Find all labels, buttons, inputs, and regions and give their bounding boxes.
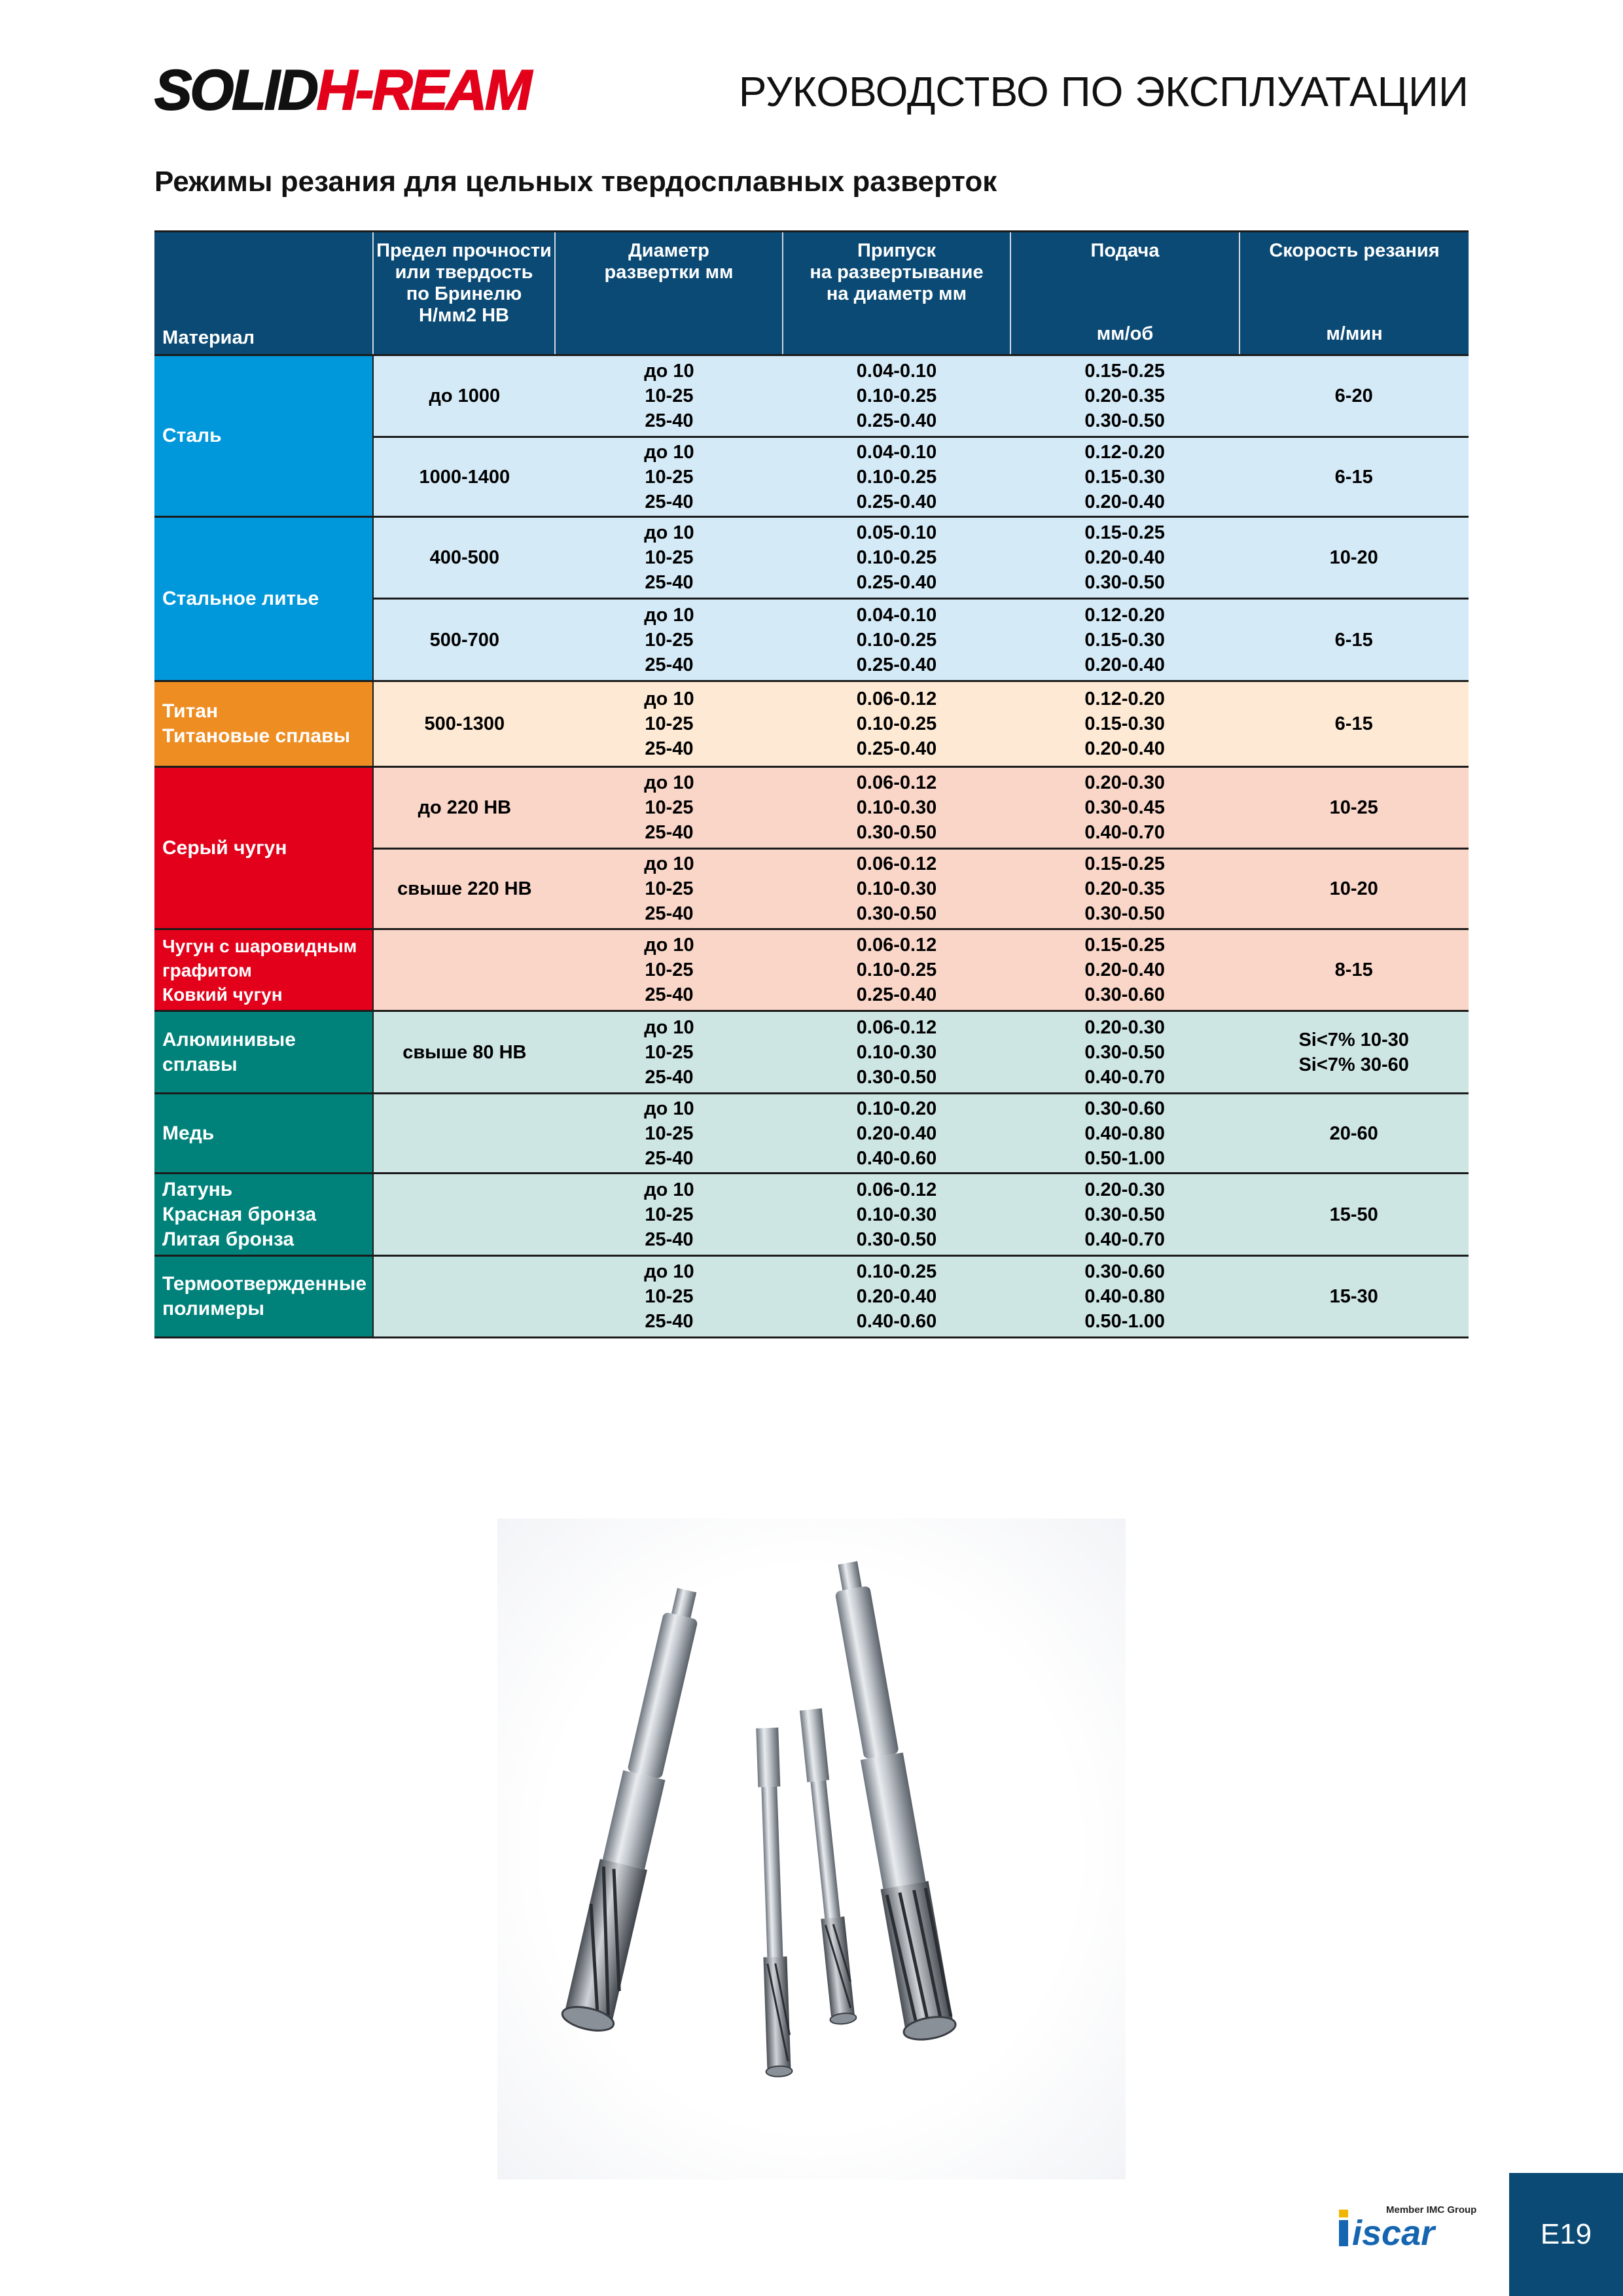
column-header-allowance: Припуск на развертывание на диаметр мм <box>782 232 1010 354</box>
speed-unit: м/мин <box>1326 323 1383 344</box>
feed-cell: 0.20-0.30 0.30-0.50 0.40-0.70 <box>1084 1179 1165 1250</box>
table-header-row <box>154 232 1469 354</box>
speed-cell: 10-20 <box>1329 878 1378 899</box>
speed-cell: 15-30 <box>1329 1286 1378 1307</box>
feed-cell: 0.12-0.20 0.15-0.30 0.20-0.40 <box>1084 689 1165 759</box>
member-text: Member IMC Group <box>1386 2204 1477 2215</box>
iscar-logo-text: iscar <box>1352 2214 1435 2251</box>
strength-cell: 500-700 <box>429 629 500 651</box>
strength-cell: свыше 220 НВ <box>397 878 532 899</box>
product-logo <box>154 58 530 123</box>
strength-cell <box>374 930 556 1010</box>
table-row <box>372 356 1469 436</box>
diameter-cell: до 10 10-25 25-40 <box>644 935 694 1005</box>
table-body <box>154 354 1469 1336</box>
allowance-cell: 0.10-0.25 0.20-0.40 0.40-0.60 <box>856 1261 937 1332</box>
speed-cell: 8-15 <box>1334 960 1373 980</box>
speed-cell: 20-60 <box>1329 1122 1378 1144</box>
allowance-cell: 0.06-0.12 0.10-0.30 0.30-0.50 <box>856 1179 937 1250</box>
strength-cell <box>374 1174 556 1255</box>
allowance-cell: 0.04-0.10 0.10-0.25 0.25-0.40 <box>856 361 937 431</box>
allowance-cell: 0.04-0.10 0.10-0.25 0.25-0.40 <box>856 604 937 675</box>
allowance-cell: 0.06-0.12 0.10-0.30 0.30-0.50 <box>856 772 937 843</box>
speed-cell: 6-15 <box>1334 466 1373 488</box>
table-row <box>372 848 1469 928</box>
material-group <box>154 1255 1469 1336</box>
column-header-feed <box>1010 232 1239 354</box>
table-row <box>372 930 1469 1010</box>
page-number: E19 <box>1540 2218 1592 2250</box>
strength-cell: 500-1300 <box>424 713 505 734</box>
document-title: РУКОВОДСТВО ПО ЭКСПЛУАТАЦИИ <box>738 68 1469 115</box>
material-name: Медь <box>154 1094 372 1172</box>
allowance-cell: 0.05-0.10 0.10-0.25 0.25-0.40 <box>856 522 937 593</box>
table-row <box>372 1174 1469 1255</box>
material-group <box>154 1010 1469 1092</box>
strength-cell <box>374 1257 556 1336</box>
diameter-cell: до 10 10-25 25-40 <box>644 689 694 759</box>
strength-cell: 400-500 <box>429 547 500 568</box>
material-name: Серый чугун <box>154 768 372 928</box>
cutting-data-table <box>154 230 1469 1338</box>
diameter-cell: до 10 10-25 25-40 <box>644 1261 694 1332</box>
diameter-cell: до 10 10-25 25-40 <box>644 1179 694 1250</box>
material-group <box>154 354 1469 516</box>
material-name: Латунь Красная бронза Литая бронза <box>154 1174 372 1255</box>
feed-cell: 0.30-0.60 0.40-0.80 0.50-1.00 <box>1084 1261 1165 1332</box>
feed-cell: 0.15-0.25 0.20-0.35 0.30-0.50 <box>1084 361 1165 431</box>
speed-cell: 15-50 <box>1329 1204 1378 1225</box>
section-title: Режимы резания для цельных твердосплавных разверток <box>154 166 997 198</box>
material-group <box>154 1092 1469 1172</box>
diameter-cell: до 10 10-25 25-40 <box>644 441 694 512</box>
material-group <box>154 766 1469 928</box>
logo-text-solid: SOLID <box>154 59 317 122</box>
reamers-illustration <box>497 1518 1126 2179</box>
diameter-cell: до 10 10-25 25-40 <box>644 361 694 431</box>
table-row <box>372 518 1469 598</box>
material-name: Титан Титановые сплавы <box>154 682 372 766</box>
speed-cell: Si<7% 10-30 Si<7% 30-60 <box>1298 1029 1409 1075</box>
diameter-cell: до 10 10-25 25-40 <box>644 1016 694 1088</box>
column-header-strength: Предел прочности или твердость по Бринелю Н/мм2 НВ <box>372 232 554 354</box>
column-header-material: Материал <box>162 327 255 348</box>
table-row <box>372 598 1469 680</box>
material-name: Стальное литье <box>154 518 372 680</box>
material-name: Алюминивые сплавы <box>154 1012 372 1092</box>
material-name: Чугун с шаровидным графитом Ковкий чугун <box>154 930 372 1010</box>
iscar-logo <box>1335 2199 1472 2251</box>
diameter-cell: до 10 10-25 25-40 <box>644 1098 694 1169</box>
table-row <box>372 1257 1469 1336</box>
strength-cell: до 220 НВ <box>418 797 512 818</box>
strength-cell: 1000-1400 <box>419 466 510 488</box>
speed-cell: 6-20 <box>1334 386 1373 406</box>
feed-label: Подача <box>1090 240 1160 261</box>
speed-cell: 6-15 <box>1334 629 1373 651</box>
allowance-cell: 0.06-0.12 0.10-0.30 0.30-0.50 <box>856 1016 937 1088</box>
column-header-diameter: Диаметр развертки мм <box>554 232 782 354</box>
logo-text-hream: H-REAM <box>316 59 530 122</box>
table-row <box>372 1094 1469 1172</box>
material-name: Термоотвержденные полимеры <box>154 1257 372 1336</box>
allowance-cell: 0.06-0.12 0.10-0.25 0.25-0.40 <box>856 935 937 1005</box>
material-group <box>154 516 1469 680</box>
speed-cell: 6-15 <box>1334 713 1373 734</box>
feed-cell: 0.20-0.30 0.30-0.45 0.40-0.70 <box>1084 772 1165 843</box>
allowance-cell: 0.04-0.10 0.10-0.25 0.25-0.40 <box>856 441 937 512</box>
diameter-cell: до 10 10-25 25-40 <box>644 522 694 593</box>
reamers-photo <box>497 1518 1126 2179</box>
feed-unit: мм/об <box>1096 323 1154 344</box>
feed-cell: 0.30-0.60 0.40-0.80 0.50-1.00 <box>1084 1098 1165 1169</box>
column-header-speed <box>1239 232 1469 354</box>
speed-cell: 10-25 <box>1329 797 1378 818</box>
page-number-box <box>1509 2173 1623 2296</box>
material-name: Сталь <box>154 356 372 516</box>
table-row <box>372 682 1469 766</box>
allowance-cell: 0.06-0.12 0.10-0.25 0.25-0.40 <box>856 689 937 759</box>
feed-cell: 0.20-0.30 0.30-0.50 0.40-0.70 <box>1084 1016 1165 1088</box>
table-row <box>372 1012 1469 1092</box>
feed-cell: 0.15-0.25 0.20-0.35 0.30-0.50 <box>1084 853 1165 924</box>
strength-cell <box>374 1094 556 1172</box>
allowance-cell: 0.10-0.20 0.20-0.40 0.40-0.60 <box>856 1098 937 1169</box>
feed-cell: 0.12-0.20 0.15-0.30 0.20-0.40 <box>1084 441 1165 512</box>
material-group <box>154 928 1469 1010</box>
diameter-cell: до 10 10-25 25-40 <box>644 772 694 843</box>
feed-cell: 0.15-0.25 0.20-0.40 0.30-0.60 <box>1084 935 1165 1005</box>
speed-label: Скорость резания <box>1269 240 1440 261</box>
feed-cell: 0.12-0.20 0.15-0.30 0.20-0.40 <box>1084 604 1165 675</box>
reamer-large-left <box>560 1585 713 2035</box>
strength-cell: свыше 80 НВ <box>402 1041 527 1063</box>
diameter-cell: до 10 10-25 25-40 <box>644 604 694 675</box>
reamer-small-1 <box>754 1727 793 2077</box>
feed-cell: 0.15-0.25 0.20-0.40 0.30-0.50 <box>1084 522 1165 593</box>
table-row <box>372 436 1469 516</box>
speed-cell: 10-20 <box>1329 547 1378 568</box>
strength-cell: до 1000 <box>429 386 501 406</box>
table-row <box>372 768 1469 848</box>
diameter-cell: до 10 10-25 25-40 <box>644 853 694 924</box>
material-group <box>154 680 1469 766</box>
material-group <box>154 1172 1469 1255</box>
reamer-small-2 <box>798 1708 857 2026</box>
allowance-cell: 0.06-0.12 0.10-0.30 0.30-0.50 <box>856 853 937 924</box>
